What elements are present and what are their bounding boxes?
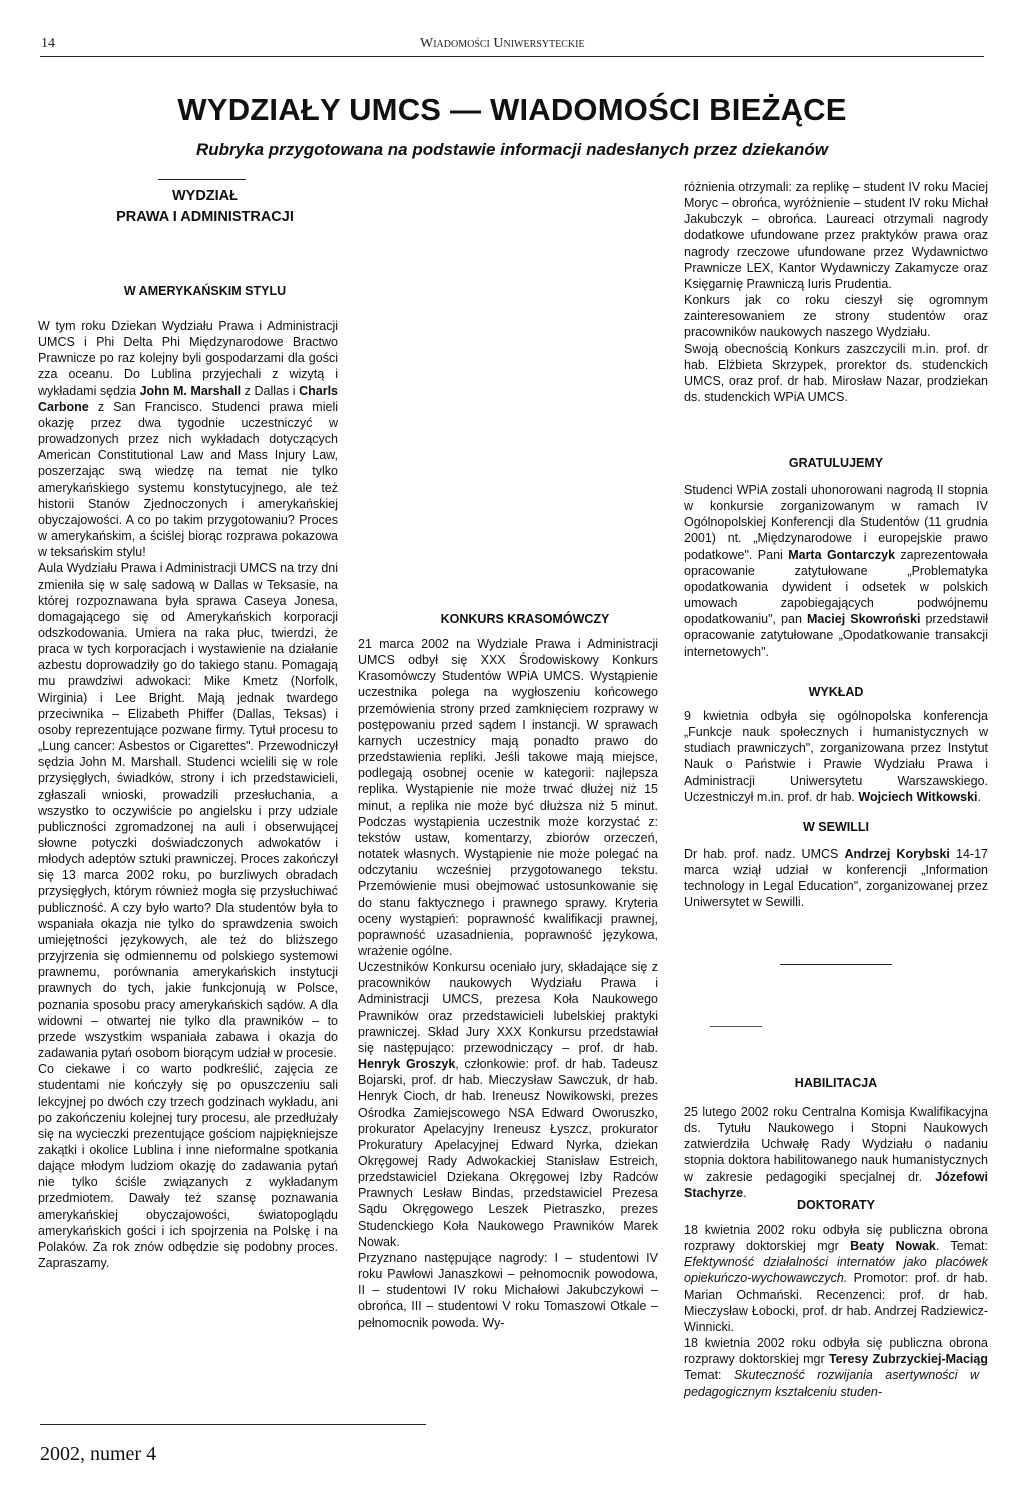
text: 14-17 marca wziął udział w konferencji „Information technology in Legal Education", zorganizowanej przez Uniwersytet w Sewilli. bbox=[684, 847, 989, 910]
column-2-article bbox=[358, 636, 658, 1331]
text: Dr hab. prof. nadz. UMCS bbox=[684, 847, 845, 861]
paragraph: różnienia otrzymali: za replikę – student IV roku Maciej Moryc – obrońca, wyróżnienie – student IV roku Michał Jakubczyk – obrońca. Laureaci otrzymali nagrody dodatkowe ufundowane przez praktyków prawa oraz nagrody rzeczowe ufundowane przez Wydawnictwo Prawnicze LEX, Kantor Wydawniczy Zakamycze oraz Księgarnię Prawniczą Iuris Prudentia. bbox=[684, 180, 988, 291]
faculty-line-1: WYDZIAŁ bbox=[171, 188, 239, 204]
text: . bbox=[977, 789, 981, 804]
paragraph bbox=[684, 708, 988, 805]
text: Uczestników Konkursu oceniało jury, składające się z pracowników naukowych Wydziału Prawa i Administracji UMCS, prezesa Koła Naukowego Prawników oraz przedstawicieli lubelskiej praktyki prawniczej. Skład Jury XXX Konkursu przedstawiał się następująco: przewodniczący – prof. dr hab. bbox=[358, 960, 658, 1055]
faculty-line-2: PRAWA I ADMINISTRACJI bbox=[116, 209, 294, 225]
habilitation-text bbox=[684, 1104, 988, 1201]
section-heading-seville: W SEWILLI bbox=[803, 820, 869, 834]
column-1-article bbox=[38, 318, 338, 1271]
paragraph bbox=[684, 1104, 988, 1201]
text: 25 lutego 2002 roku Centralna Komisja Kwalifikacyjna ds. Tytułu Naukowego i Stopni Naukowych zatwierdziła Uchwałę Rady Wydziału o nadaniu stopnia doktora habilitowanego nauk humanistycznych w zakresie pedagogiki specjalnej dr. bbox=[684, 1105, 988, 1184]
faculty-name bbox=[40, 186, 370, 228]
person-name: Wojciech Witkowski bbox=[858, 789, 978, 804]
person-name: Józefowi Stachyrze bbox=[684, 1169, 988, 1200]
text: zaprezentowała opracowanie zatytułowane „Problematyka opodatkowania dywident i odsetek w polskich umowach zapobiegających podwójnemu opodatkowaniu", pan bbox=[684, 547, 988, 627]
paragraph bbox=[684, 482, 988, 660]
section-heading-habilitation: HABILITACJA bbox=[794, 1076, 878, 1090]
text: z Dallas i bbox=[241, 383, 300, 398]
doctorates-text bbox=[684, 1222, 988, 1400]
paragraph bbox=[38, 318, 338, 560]
thesis-topic: Efektywność działalności internatów jako placówek opiekuńczo-wychowawczych. bbox=[684, 1255, 988, 1286]
lecture-text bbox=[684, 708, 988, 805]
paragraph: Aula Wydziału Prawa i Administracji UMCS na trzy dni zmieniła się w salę sadową w Dallas w Teksasie, na której rozpoznawana była sprawa Caseya Jonesa, domagającego się od Amerykańskich korporacji odszkodowania. Umiera na raka płuc, twierdzi, że praca w tych korporacjach i wystawienie na działanie azbestu doprowadziły go do takiego stanu. Pomagają mu prawdziwi adwokaci: Mike Kmetz (Norfolk, Wirginia) i Lee Bright. Mają jednak twardego przeciwnika – Elizabeth Phiffer (Dallas, Teksas) i osoby reprezentujące pozwane firmy. Tytuł procesu to „Lung cancer: Asbestos or Cigarettes". Przewodniczył sędzia John M. Marshall. Studenci wcielili się w role przysięgłych, świadków, strony i ich przedstawicieli, zgłaszali wnioski, prowadzili przesłuchania, a wszystko to oczywiście po angielsku i przy udziale publiczności zgromadzonej na auli i obserwującej słowne potyczki doświadczonych adwokatów i młodych adeptów sztuki prawniczej. Proces zakończył się 13 marca 2002 roku, po burzliwych obradach przysięgłych, którym również mogła się przysłuchiwać publiczność. A czy było warto? Dla studentów była to wspaniała okazja nie tylko do sprawdzenia swoich umiejętności językowych, ale też do bliższego przyjrzenia się odmiennemu od polskiego systemowi prawnemu, porównania amerykańskich instytucji prawnych do tych, jakie funkcjonują w Polsce, poznania sposobu pracy amerykańskich sądów. A dla widowni – otwartej nie tylko dla prawników – to przede wszystkim wspaniała zabawa i okazja do zadawania pytań osobom biorącym udział w procesie. bbox=[38, 561, 338, 1061]
page-title: WYDZIAŁY UMCS — WIADOMOŚCI BIEŻĄCE bbox=[177, 92, 847, 127]
person-name: John M. Marshall bbox=[139, 383, 242, 398]
text: Temat: bbox=[684, 1368, 734, 1383]
congratulations-text bbox=[684, 482, 988, 660]
paragraph bbox=[358, 959, 658, 1250]
paragraph: Co ciekawe i co warto podkreślić, zajęcia ze studentami nie kończyły się po opuszczeniu sali lekcyjnej po dwóch czy trzech godzinach wykładu, ani po zakończeniu kolejnej tury procesu, ale przedłużały się na wycieczki prezentujące gościom najpiękniejsze zakątki i okolice Lublina i inne nieformalne spotkania dające młodym ludziom okazję do zadawania pytań nie tylko ściśle związanych z wykładanym przedmiotem. Dawały też szansę poznawania amerykańskiej obyczajowości, światopoglądu amerykańskich gości i ich spojrzenia na Polskę i na Polaków. Za rok znów odbędzie się podobny proces. Zapraszamy. bbox=[38, 1062, 338, 1271]
person-name: Henryk Groszyk bbox=[358, 1057, 456, 1072]
column-3-top bbox=[684, 179, 988, 405]
header-rule bbox=[40, 56, 984, 57]
paragraph: 21 marca 2002 na Wydziale Prawa i Administracji UMCS odbył się XXX Środowiskowy Konkurs Krasomówczy Studentów WPiA UMCS. Wystąpienie uczestnika polega na wygłoszeniu końcowego przemówienia strony przed zamknięciem rozprawy w postępowaniu przed sądem I instancji. W sprawach karnych uczestnicy mają ponadto prawo do przedstawienia repliki. Jeśli takowe mają miejsce, podlegają osobnej ocenie w kategorii: najlepsza replika. Wystąpienie nie może trwać dłużej niż 15 minut, a replika nie może być dłuższa niż 5 minut. Podczas wystąpienia uczestnik może korzystać z: tekstów ustaw, komentarzy, zbiorów orzeczeń, notatek własnych. Wystąpienie nie może polegać na odczytaniu wcześniej przygotowanego tekstu. Przemówienie musi obejmować ustosunkowanie się do stanu faktycznego i prawnego sprawy. Kryteria oceny wystąpień: poprawność kwalifikacji prawnej, poprawność uzasadnienia, poprawność językowa, wrażenie ogólne. bbox=[358, 637, 658, 958]
section-heading-congratulations: GRATULUJEMY bbox=[788, 456, 884, 470]
thesis-topic: Skuteczność rozwijania asertywności w pedagogicznym kształceniu studen- bbox=[684, 1368, 980, 1399]
section-heading-lecture: WYKŁAD bbox=[808, 685, 864, 699]
paragraph bbox=[684, 846, 988, 911]
text: 18 kwietnia 2002 roku odbyła się publiczna obrona rozprawy doktorskiej mgr bbox=[684, 1336, 988, 1367]
person-name: Teresy Zubrzyckiej-Maciąg bbox=[828, 1352, 988, 1367]
section-heading-american-style: W AMERYKAŃSKIM STYLU bbox=[123, 284, 287, 298]
section-divider bbox=[710, 1026, 762, 1027]
text: W tym roku Dziekan Wydziału Prawa i Administracji UMCS i Phi Delta Phi Międzynarodowe Bractwo Prawnicze po raz kolejny byli gospodarzami dla gości zza oceanu. Do Lublina przyjechali z wizytą i wykładami sędzia bbox=[38, 319, 338, 398]
paragraph: Swoją obecnością Konkurs zaszczycili m.in. prof. dr hab. Elżbieta Skrzypek, prorektor ds. studenckich UMCS, oraz prof. dr hab. Mirosław Nazar, prodziekan ds. studenckich WPiA UMCS. bbox=[684, 341, 988, 405]
person-name: Maciej Skowroński bbox=[806, 612, 921, 627]
text: . Temat: bbox=[935, 1239, 989, 1254]
journal-title: Wiadomości Uniwersyteckie bbox=[420, 36, 585, 51]
text: 9 kwietnia odbyła się ogólnopolska konferencja „Funkcje nauk społecznych i humanistycznych w studiach prawniczych", zorganizowana przez Instytut Nauk o Państwie i Prawie Wydziału Prawa i Administracji Uniwersytetu Warszawskiego. Uczestniczył m.in. prof. dr hab. bbox=[684, 709, 988, 804]
section-divider bbox=[780, 964, 892, 965]
person-name: Andrzej Korybski bbox=[844, 847, 950, 861]
page-number: 14 bbox=[41, 36, 55, 51]
text: 18 kwietnia 2002 roku odbyła się publiczna obrona rozprawy doktorskiej mgr bbox=[684, 1223, 988, 1254]
footer-rule bbox=[40, 1424, 426, 1425]
person-name: Charls Carbone bbox=[38, 383, 338, 414]
seville-text bbox=[684, 846, 988, 911]
person-name: Beaty Nowak bbox=[850, 1239, 936, 1254]
text: przedstawił opracowanie zatytułowane „Opodatkowanie transakcji internetowych". bbox=[684, 612, 989, 659]
text: z San Francisco. Studenci prawa mieli okazję przez dwa tygodnie uczestniczyć w prowadzonych przez nich wykładach dotyczących American Constitutional Law and Mass Injury Law, poszerzając swą wiedzę na temat nie tylko amerykańskiego systemu konstytucyjnego, ale też historii Stanów Zjednoczonych i amerykańskiej obyczajowości. A co po takim przygotowaniu? Proces w amerykańskim, a ściślej biorąc rozprawa pokazowa w teksańskim stylu! bbox=[38, 399, 338, 560]
section-heading-doctorates: DOKTORATY bbox=[796, 1198, 875, 1212]
section-heading-contest: KONKURS KRASOMÓWCZY bbox=[440, 612, 610, 626]
paragraph bbox=[684, 1335, 988, 1400]
issue-footer: 2002, numer 4 bbox=[40, 1443, 157, 1465]
text: , członkowie: prof. dr hab. Tadeusz Bojarski, prof. dr hab. Mieczysław Sawczuk, dr hab. Henryk Cioch, dr hab. Ireneusz Nowikowski, prezes Ośrodka Zamiejscowego NSA Edward Oworuszko, prokurator Apelacyjny Ireneusz Łyszcz, prokurator Prokuratury Apelacyjnej Edward Nyrka, dziekan Okręgowej Rady Adwokackiej Stanisław Estreich, przedstawiciel Dziekana Okręgowej Izby Radców Prawnych Lesław Bindas, przedstawiciel Prezesa Sądu Okręgowego Leszek Pietraszko, prezes Studenckiego Koła Naukowego Prawników Marek Nowak. bbox=[358, 1057, 658, 1249]
text: Studenci WPiA zostali uhonorowani nagrodą II stopnia w konkursie zorganizowanym w ramach IV Ogólnopolskiej Konferencji dla Studentów (11 grudnia 2001) nt. „Międzynarodowe i europejskie prawo podatkowe". Pani bbox=[684, 483, 988, 562]
paragraph: Przyznano następujące nagrody: I – studentowi IV roku Pawłowi Janaszkowi – pełnomocnik powodowa, II – studentowi IV roku Michałowi Jakubczykowi – obrońca, III – studentowi V roku Tomaszowi Otkale – pełnomocnik powoda. Wy- bbox=[358, 1250, 658, 1330]
text: Promotor: prof. dr hab. Marian Ochmański. Recenzenci: prof. dr hab. Mieczysław Łobocki, prof. dr hab. Andrzej Radziewicz-Winnicki. bbox=[684, 1271, 988, 1334]
faculty-rule bbox=[158, 179, 246, 180]
paragraph: Konkurs jak co roku cieszył się ogromnym zainteresowaniem ze strony studentów oraz pracowników naukowych naszego Wydziału. bbox=[684, 293, 988, 340]
person-name: Marta Gontarczyk bbox=[788, 547, 896, 562]
paragraph bbox=[684, 1222, 988, 1335]
text: . bbox=[743, 1185, 747, 1200]
page-subtitle: Rubryka przygotowana na podstawie informacji nadesłanych przez dziekanów bbox=[196, 140, 828, 159]
